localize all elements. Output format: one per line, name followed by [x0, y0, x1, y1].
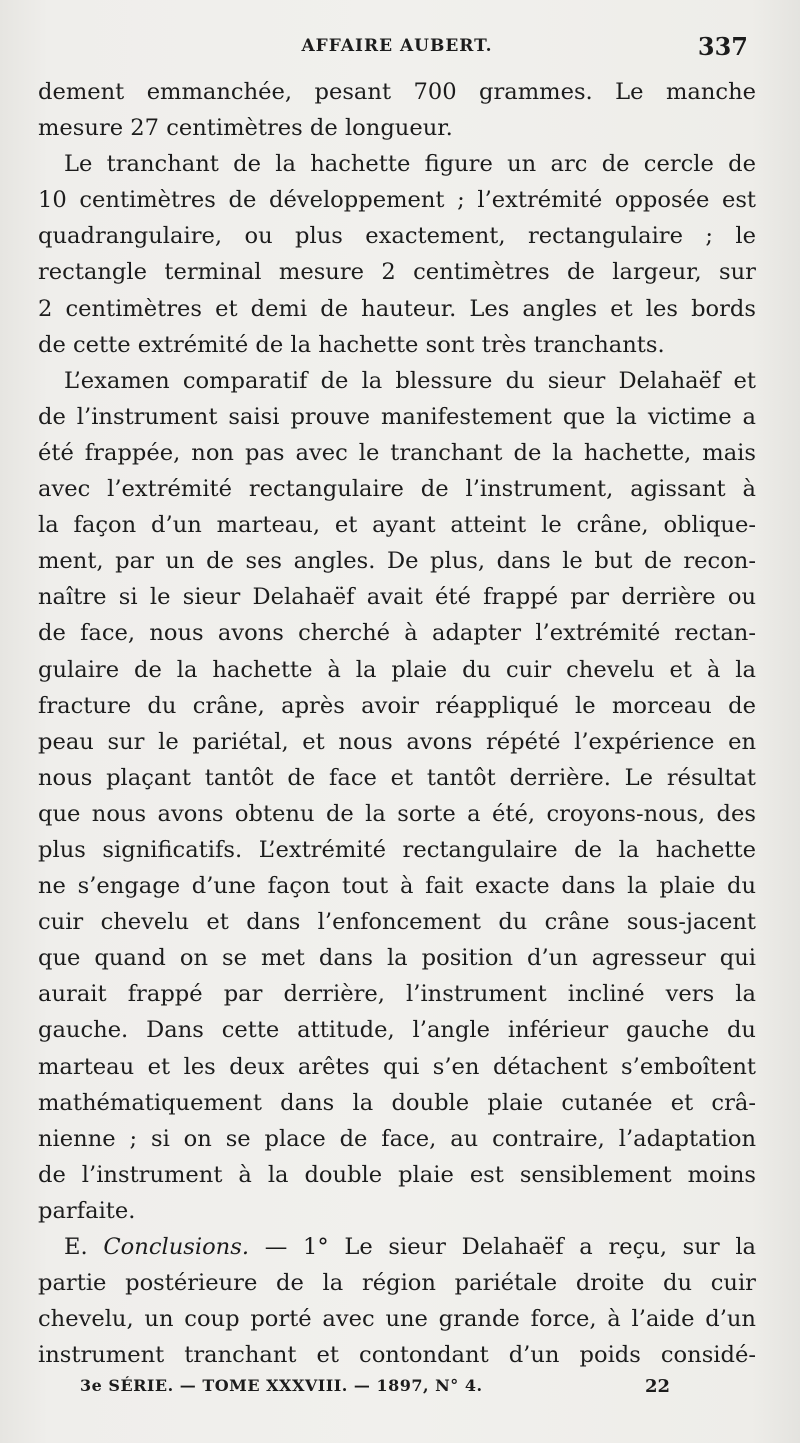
signature-mark: 3e SÉRIE. — TOME XXXVIII. — 1897, N° 4.	[80, 1376, 483, 1395]
text-line: naître si le sieur Delahaëf avait été frappé par derrière ou	[38, 584, 756, 611]
conclusion-first-line-rest: — 1° Le sieur Delahaëf a reçu, sur la	[264, 1234, 757, 1260]
running-title: AFFAIRE AUBERT.	[301, 36, 493, 56]
text-line: nienne ; si on se place de face, au contraire, l’adaptation	[38, 1125, 756, 1152]
page-number: 337	[697, 32, 748, 61]
text-line: aurait frappé par derrière, l’instrument incliné vers la	[38, 981, 756, 1008]
text-line: peau sur le pariétal, et nous avons répété l’expérience en	[38, 728, 756, 755]
text-line: instrument tranchant et contondant d’un poids considé-	[38, 1342, 756, 1369]
text-line: Le tranchant de la hachette figure un arc de cercle de	[64, 151, 756, 178]
text-line: ne s’engage d’une façon tout à fait exacte dans la plaie du	[38, 873, 756, 900]
text-line: ment, par un de ses angles. De plus, dans le but de recon-	[38, 548, 756, 575]
text-line: L’examen comparatif de la blessure du sieur Delahaëf et	[64, 367, 756, 394]
text-line: gauche. Dans cette attitude, l’angle inférieur gauche du	[38, 1017, 756, 1044]
text-line: de l’instrument saisi prouve manifestement que la victime a	[38, 403, 756, 430]
text-line: plus significatifs. L’extrémité rectangulaire de la hachette	[38, 836, 756, 863]
text-line: chevelu, un coup porté avec une grande force, à l’aide d’un	[38, 1306, 756, 1333]
text-line: marteau et les deux arêtes qui s’en détachent s’emboîtent	[38, 1053, 756, 1080]
text-line: gulaire de la hachette à la plaie du cuir chevelu et à la	[38, 656, 756, 683]
conclusion-label: E.	[64, 1234, 88, 1260]
text-line: la façon d’un marteau, et ayant atteint le crâne, oblique-	[38, 512, 756, 539]
text-line: avec l’extrémité rectangulaire de l’instrument, agissant à	[38, 476, 756, 503]
text-line: mesure 27 centimètres de longueur.	[38, 115, 453, 142]
text-line: cuir chevelu et dans l’enfoncement du crâne sous-jacent	[38, 909, 756, 936]
text-line: de cette extrémité de la hachette sont très tranchants.	[38, 331, 665, 358]
text-line: 10 centimètres de développement ; l’extrémité opposée est	[38, 187, 756, 214]
conclusion-line	[38, 1229, 756, 1265]
text-line: que quand on se met dans la position d’un agresseur qui	[38, 945, 756, 972]
text-line: partie postérieure de la région pariétale droite du cuir	[38, 1270, 756, 1297]
text-line: nous plaçant tantôt de face et tantôt derrière. Le résultat	[38, 764, 756, 791]
page-footer	[80, 1376, 670, 1406]
text-line: parfaite.	[38, 1197, 136, 1224]
text-line: quadrangulaire, ou plus exactement, rectangulaire ; le	[38, 223, 756, 250]
body-text	[38, 74, 756, 1373]
text-line: que nous avons obtenu de la sorte a été, croyons-nous, des	[38, 800, 756, 827]
conclusion-heading: Conclusions.	[103, 1234, 250, 1260]
text-line: dement emmanchée, pesant 700 grammes. Le manche	[38, 79, 756, 105]
text-line: été frappée, non pas avec le tranchant de la hachette, mais	[38, 439, 756, 466]
running-head	[38, 34, 756, 64]
sheet-number: 22	[644, 1376, 670, 1397]
text-line: de l’instrument à la double plaie est sensiblement moins	[38, 1161, 756, 1188]
text-line: de face, nous avons cherché à adapter l’extrémité rectan-	[38, 620, 756, 647]
text-line: 2 centimètres et demi de hauteur. Les angles et les bords	[38, 295, 756, 322]
text-line: mathématiquement dans la double plaie cutanée et crâ-	[38, 1089, 756, 1116]
text-line: fracture du crâne, après avoir réappliqué le morceau de	[38, 692, 756, 719]
text-line: rectangle terminal mesure 2 centimètres de largeur, sur	[38, 259, 756, 286]
